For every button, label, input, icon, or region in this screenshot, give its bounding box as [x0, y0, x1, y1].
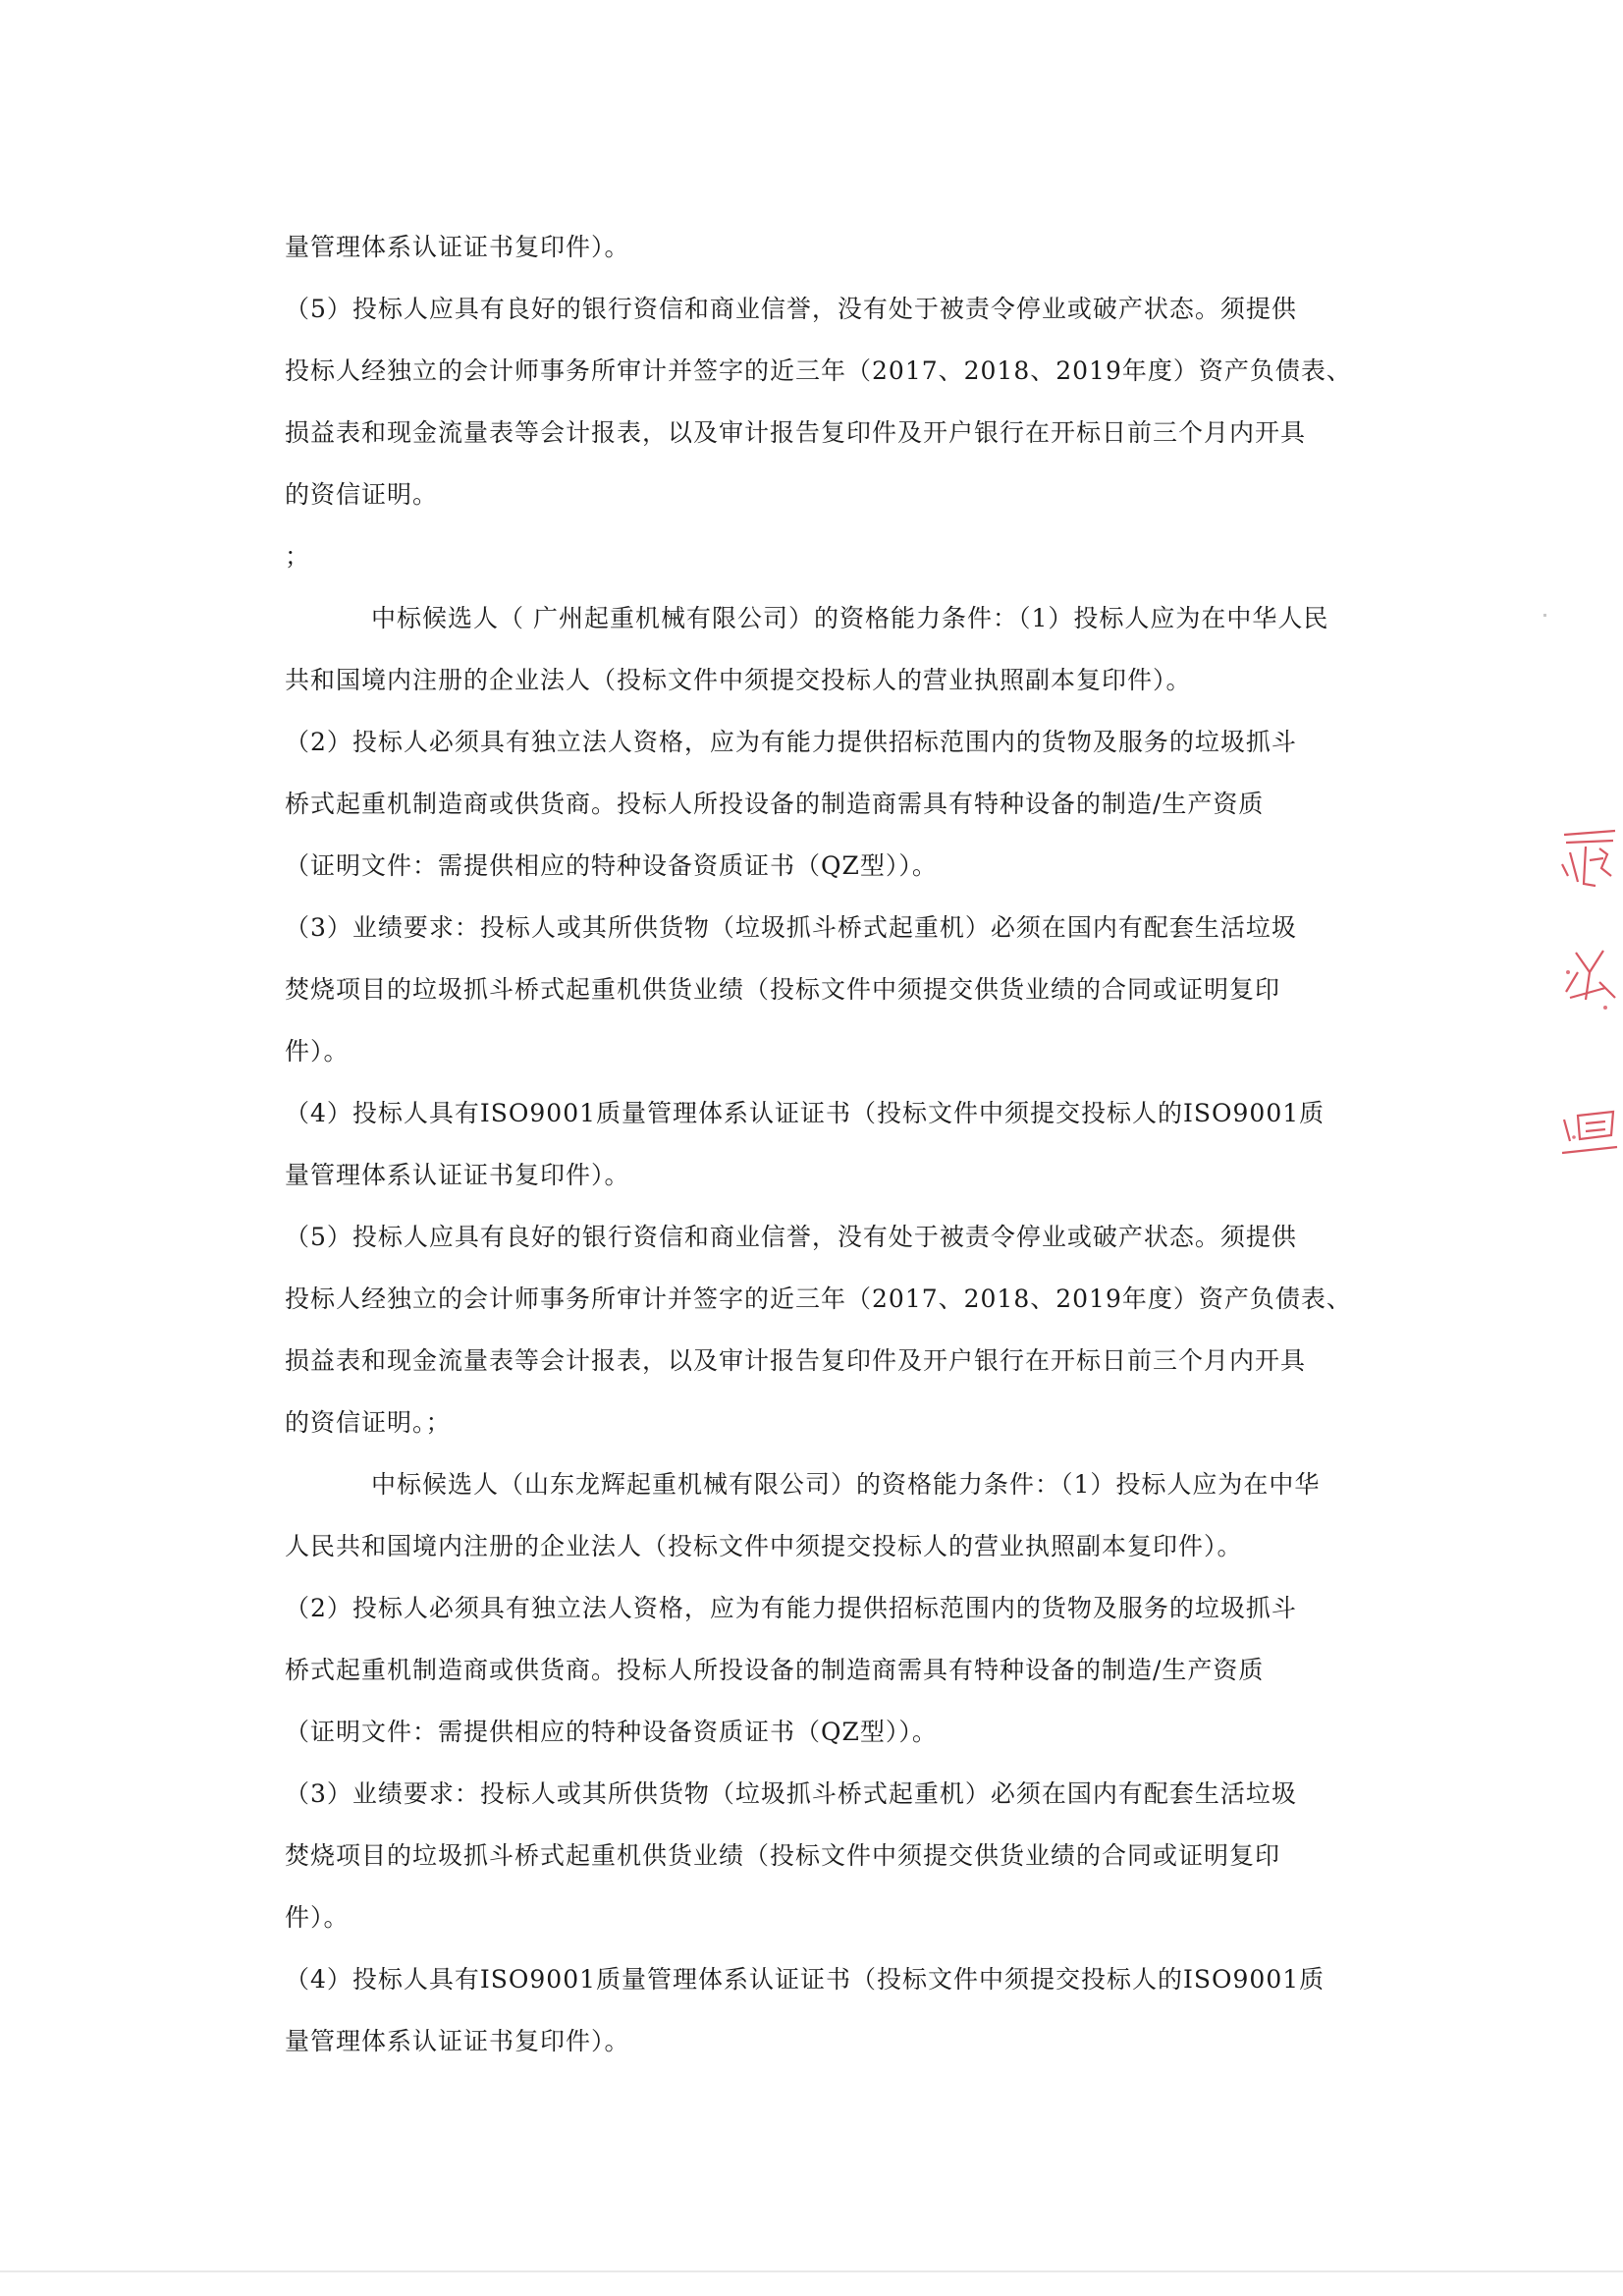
- text-line: 桥式起重机制造商或供货商。投标人所投设备的制造商需具有特种设备的制造/生产资质: [285, 790, 1265, 818]
- text-line: 量管理体系认证证书复印件）。: [285, 233, 630, 261]
- text-line: 损益表和现金流量表等会计报表，以及审计报告复印件及开户银行在开标日前三个月内开具: [285, 418, 1307, 447]
- scan-speck: [1543, 614, 1546, 617]
- seam-seal-stamp: [1556, 825, 1623, 1164]
- text-line: 量管理体系认证证书复印件）。: [285, 2027, 630, 2055]
- text-line: （5）投标人应具有良好的银行资信和商业信誉，没有处于被责令停业或破产状态。须提供: [285, 1223, 1297, 1251]
- paragraph-first-line: 中标候选人（山东龙辉起重机械有限公司）的资格能力条件：（1）投标人应为在中华: [371, 1470, 1321, 1499]
- text-line: （2）投标人必须具有独立法人资格，应为有能力提供招标范围内的货物及服务的垃圾抓斗: [285, 1594, 1297, 1622]
- text-line: 投标人经独立的会计师事务所审计并签字的近三年（2017、2018、2019年度）资产负债表、: [285, 356, 1352, 385]
- text-line: 焚烧项目的垃圾抓斗桥式起重机供货业绩（投标文件中须提交供货业绩的合同或证明复印: [285, 1841, 1281, 1870]
- text-line: （4）投标人具有ISO9001质量管理体系认证证书（投标文件中须提交投标人的ISO9001质: [285, 1965, 1325, 1994]
- text-line: （2）投标人必须具有独立法人资格，应为有能力提供招标范围内的货物及服务的垃圾抓斗: [285, 728, 1297, 756]
- text-line: （证明文件：需提供相应的特种设备资质证书（QZ型））。: [285, 851, 938, 880]
- text-line: 的资信证明。: [285, 480, 439, 509]
- text-line: 损益表和现金流量表等会计报表，以及审计报告复印件及开户银行在开标日前三个月内开具: [285, 1346, 1307, 1375]
- text-line: 的资信证明。；: [285, 1408, 452, 1437]
- text-line: （3）业绩要求：投标人或其所供货物（垃圾抓斗桥式起重机）必须在国内有配套生活垃圾: [285, 1779, 1297, 1808]
- paragraph-first-line: 中标候选人（ 广州起重机械有限公司）的资格能力条件：（1）投标人应为在中华人民: [371, 604, 1329, 632]
- scan-edge: [0, 2270, 1623, 2272]
- text-line: 人民共和国境内注册的企业法人（投标文件中须提交投标人的营业执照副本复印件）。: [285, 1532, 1243, 1560]
- text-line: 量管理体系认证证书复印件）。: [285, 1161, 630, 1189]
- text-line: 件）。: [285, 1903, 350, 1932]
- text-line: （4）投标人具有ISO9001质量管理体系认证证书（投标文件中须提交投标人的ISO9001质: [285, 1099, 1325, 1127]
- text-line: （5）投标人应具有良好的银行资信和商业信誉，没有处于被责令停业或破产状态。须提供: [285, 295, 1297, 323]
- text-line: （证明文件：需提供相应的特种设备资质证书（QZ型））。: [285, 1718, 938, 1746]
- text-line: 焚烧项目的垃圾抓斗桥式起重机供货业绩（投标文件中须提交供货业绩的合同或证明复印: [285, 975, 1281, 1004]
- text-line: ；: [285, 542, 311, 571]
- text-line: （3）业绩要求：投标人或其所供货物（垃圾抓斗桥式起重机）必须在国内有配套生活垃圾: [285, 913, 1297, 942]
- text-line: 共和国境内注册的企业法人（投标文件中须提交投标人的营业执照副本复印件）。: [285, 666, 1192, 694]
- text-line: 投标人经独立的会计师事务所审计并签字的近三年（2017、2018、2019年度）资产负债表、: [285, 1285, 1352, 1313]
- text-line: 桥式起重机制造商或供货商。投标人所投设备的制造商需具有特种设备的制造/生产资质: [285, 1656, 1265, 1684]
- text-line: 件）。: [285, 1037, 350, 1066]
